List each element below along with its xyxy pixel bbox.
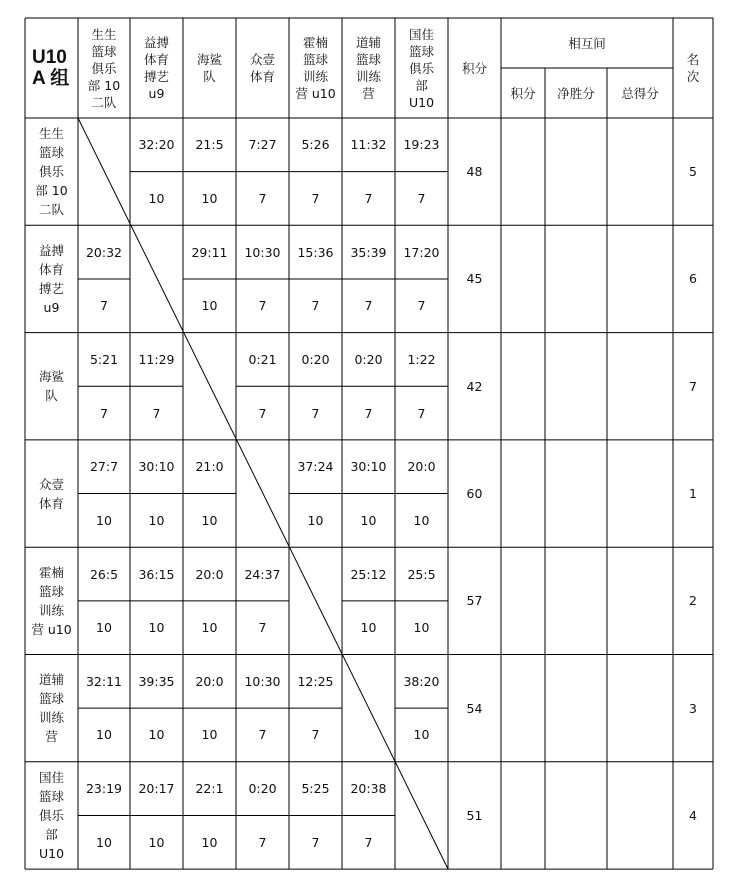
column-header-line: 生生 [91, 26, 117, 42]
match-points-value: 7 [364, 190, 373, 206]
match-score-value: 30:10 [350, 459, 387, 475]
match-score [342, 547, 395, 601]
total-points-value: 48 [466, 164, 483, 180]
match-points [342, 601, 395, 655]
row-header-line: 体育 [38, 495, 64, 511]
match-points [78, 708, 130, 762]
match-score-value: 35:39 [350, 244, 387, 260]
match-score-value: 10:30 [244, 244, 281, 260]
match-points-value: 7 [100, 405, 108, 421]
column-header-line: 霍楠 [302, 35, 328, 50]
match-points [342, 494, 395, 548]
rank-value: 5 [689, 164, 697, 180]
header-mutual-points: 积分 [510, 85, 536, 101]
match-score-value: 20:0 [407, 459, 436, 475]
total-points-value: 51 [466, 807, 483, 823]
rank-value-cell [673, 225, 713, 332]
match-score-value: 38:20 [403, 673, 440, 689]
row-header-line: 队 [45, 388, 58, 404]
match-points [342, 279, 395, 333]
match-score-value: 5:26 [301, 137, 330, 153]
column-header-team-1 [78, 18, 130, 118]
column-header-line: 营 [362, 86, 375, 101]
match-score-value: 17:20 [403, 244, 440, 260]
match-points-value: 7 [417, 298, 426, 314]
match-points [236, 386, 289, 440]
match-score [395, 333, 448, 387]
column-header-line: u9 [148, 86, 165, 101]
match-score-value: 5:25 [301, 781, 330, 797]
match-score [342, 762, 395, 816]
row-header-line: 部 10 [35, 183, 68, 199]
column-header-line: 队 [203, 69, 216, 84]
match-points-value: 7 [258, 405, 267, 421]
match-points-value: 10 [413, 620, 430, 636]
match-points-value: 7 [311, 298, 320, 314]
row-header-line: 道辅 [38, 672, 64, 688]
match-points-value: 10 [96, 620, 112, 636]
column-header-line: 海鲨 [196, 52, 222, 67]
rank-value: 4 [689, 807, 697, 823]
match-score [395, 547, 448, 601]
row-header-line: 营 [45, 729, 58, 745]
row-header-line: 体育 [38, 261, 64, 277]
match-points-value: 10 [201, 190, 218, 206]
column-header-line: 训练 [355, 69, 381, 84]
total-points [448, 762, 501, 869]
match-points [130, 386, 183, 440]
match-points-value: 7 [364, 405, 373, 421]
column-header-team-3 [183, 18, 236, 118]
match-score [130, 333, 183, 387]
match-points-value: 7 [311, 190, 320, 206]
match-points [236, 601, 289, 655]
match-points [78, 815, 130, 869]
row-header-team-5 [25, 547, 78, 654]
column-header-line: 训练 [302, 69, 328, 84]
total-points [448, 225, 501, 332]
match-score [342, 225, 395, 279]
row-header-team-2 [25, 225, 78, 332]
match-points [289, 279, 342, 333]
total-points-value: 57 [466, 593, 483, 609]
row-header-line: U10 [38, 845, 65, 861]
total-points-value: 54 [466, 700, 483, 716]
match-score-value: 25:5 [407, 566, 436, 582]
row-header-line: 搏艺 [38, 280, 64, 296]
row-header-line: 训练 [38, 602, 64, 618]
column-header-line: 道辅 [355, 35, 381, 50]
match-points-value: 10 [201, 620, 218, 636]
match-points-value: 7 [311, 405, 320, 421]
match-score [342, 333, 395, 387]
row-header-line: 益搏 [38, 242, 64, 258]
match-score [130, 547, 183, 601]
match-points [130, 172, 183, 226]
match-points [342, 386, 395, 440]
row-header-team-1 [25, 118, 78, 225]
column-header-line: 搏艺 [143, 69, 169, 84]
match-points-value: 7 [364, 834, 373, 850]
group-title-line-1: U10 [32, 47, 67, 68]
column-header-team-2 [130, 18, 183, 118]
match-points [342, 172, 395, 226]
match-score [78, 547, 130, 601]
column-header-line: 篮球 [91, 43, 117, 59]
column-header-line: 俱乐 [408, 60, 434, 76]
row-header-line: 部 [45, 826, 58, 842]
column-header-team-6 [342, 18, 395, 118]
match-points [236, 708, 289, 762]
match-points-value: 10 [413, 512, 430, 528]
match-score [78, 655, 130, 709]
column-header-line: 众壹 [249, 52, 275, 67]
row-header-line: 生生 [38, 126, 64, 142]
total-points [448, 333, 501, 440]
match-score-value: 20:38 [350, 781, 387, 797]
match-points [183, 172, 236, 226]
match-score-value: 0:21 [248, 351, 277, 367]
match-score [236, 547, 289, 601]
match-score [183, 655, 236, 709]
match-points [395, 386, 448, 440]
match-points-value: 7 [258, 834, 267, 850]
match-points [342, 815, 395, 869]
column-header-line: 部 [415, 77, 428, 93]
match-points [289, 708, 342, 762]
column-header-team-7 [395, 18, 448, 118]
column-header-line: 营 u10 [295, 86, 336, 101]
match-points-value: 10 [96, 727, 112, 743]
column-header-line: U10 [408, 94, 435, 110]
match-score-value: 21:5 [195, 137, 224, 153]
rank-value-cell [673, 333, 713, 440]
match-points [395, 279, 448, 333]
match-score-value: 32:11 [85, 673, 123, 689]
match-score [183, 762, 236, 816]
match-score [342, 440, 395, 494]
match-points [395, 172, 448, 226]
row-header-line: 俱乐 [38, 164, 64, 180]
match-score-value: 22:1 [195, 781, 224, 797]
header-points: 积分 [461, 60, 487, 76]
row-header-team-6 [25, 655, 78, 762]
match-score [130, 118, 183, 172]
match-points [183, 815, 236, 869]
column-header-team-5 [289, 18, 342, 118]
row-header-line: 篮球 [38, 583, 64, 599]
match-score-value: 11:32 [350, 137, 387, 153]
match-score [289, 333, 342, 387]
match-score-value: 19:23 [403, 137, 440, 153]
match-points [130, 708, 183, 762]
match-points-value: 7 [100, 298, 108, 314]
row-header-line: 二队 [38, 202, 64, 218]
match-points [78, 279, 130, 333]
rank-value-cell [673, 440, 713, 547]
match-score [395, 225, 448, 279]
row-header-line: 训练 [38, 710, 64, 726]
total-points-value: 60 [466, 486, 483, 502]
match-points [183, 279, 236, 333]
match-points-value: 7 [258, 620, 267, 636]
match-points [130, 601, 183, 655]
match-points [78, 601, 130, 655]
match-score-value: 0:20 [301, 351, 330, 367]
match-points-value: 10 [148, 620, 165, 636]
match-points-value: 10 [360, 512, 377, 528]
row-header-line: 众壹 [38, 476, 64, 492]
rank-value-cell [673, 655, 713, 762]
match-score [130, 762, 183, 816]
match-score [395, 440, 448, 494]
match-score [78, 225, 130, 279]
match-score-value: 7:27 [248, 137, 277, 153]
row-header-line: 篮球 [38, 145, 64, 161]
row-header-line: 国佳 [38, 769, 64, 785]
match-score-value: 39:35 [138, 673, 175, 689]
row-header-line: 海鲨 [38, 369, 64, 385]
header-rank: 名 次 [686, 52, 700, 84]
match-points-value: 10 [148, 512, 165, 528]
match-points [289, 815, 342, 869]
match-points-value: 10 [201, 727, 218, 743]
match-score-value: 0:20 [354, 351, 383, 367]
match-points-value: 7 [364, 298, 373, 314]
row-header-line: 霍楠 [38, 564, 64, 580]
match-points-value: 7 [311, 834, 320, 850]
rank-value: 7 [689, 378, 697, 394]
row-header-team-7 [25, 762, 78, 869]
match-score-value: 11:29 [138, 351, 175, 367]
match-score-value: 20:32 [85, 244, 123, 260]
group-title-line-2: A 组 [32, 68, 70, 89]
match-score-value: 10:30 [244, 673, 281, 689]
match-score-value: 25:12 [350, 566, 387, 582]
match-score [183, 225, 236, 279]
match-score-value: 21:0 [195, 459, 224, 475]
match-points-value: 10 [96, 834, 112, 850]
match-score-value: 12:25 [297, 673, 334, 689]
match-score-value: 23:19 [85, 781, 123, 797]
match-points-value: 7 [417, 190, 426, 206]
match-points-value: 7 [258, 190, 267, 206]
column-header-line: 益搏 [143, 35, 169, 50]
match-points-value: 10 [96, 512, 112, 528]
match-points [289, 494, 342, 548]
rank-value-cell [673, 547, 713, 654]
match-points-value: 10 [148, 190, 165, 206]
match-score [289, 440, 342, 494]
column-header-line: 篮球 [408, 43, 434, 59]
total-points [448, 440, 501, 547]
match-score [289, 118, 342, 172]
match-score-value: 1:22 [407, 351, 436, 367]
column-header-line: 部 10 [87, 77, 121, 93]
match-points-value: 7 [311, 727, 320, 743]
rank-value: 2 [689, 593, 697, 609]
column-header-line: 俱乐 [91, 60, 117, 76]
row-header-line: 营 u10 [31, 621, 72, 637]
match-score-value: 15:36 [297, 244, 334, 260]
match-points [130, 494, 183, 548]
match-points [78, 494, 130, 548]
column-header-line: 二队 [91, 94, 117, 110]
match-points [236, 815, 289, 869]
match-score-value: 30:10 [138, 459, 175, 475]
match-score-value: 32:20 [138, 137, 175, 153]
match-points [395, 708, 448, 762]
total-points-value: 42 [466, 378, 483, 394]
match-points-value: 10 [307, 512, 324, 528]
match-points-value: 10 [201, 512, 218, 528]
match-score [78, 333, 130, 387]
row-header-line: 俱乐 [38, 807, 64, 823]
rank-value-cell [673, 762, 713, 869]
match-score-value: 29:11 [191, 244, 228, 260]
column-header-line: 体育 [143, 52, 169, 67]
header-mutual-net: 净胜分 [557, 85, 595, 101]
match-score [395, 118, 448, 172]
match-score-value: 37:24 [297, 459, 334, 475]
row-header-line: u9 [43, 299, 60, 315]
match-score [395, 655, 448, 709]
total-points [448, 118, 501, 225]
match-score-value: 27:7 [89, 459, 119, 475]
match-score-value: 26:5 [89, 566, 119, 582]
match-points-value: 10 [201, 834, 218, 850]
match-points [236, 172, 289, 226]
total-points-value: 45 [466, 271, 483, 287]
total-points [448, 655, 501, 762]
match-score [289, 655, 342, 709]
match-points [395, 601, 448, 655]
match-score-value: 36:15 [138, 566, 175, 582]
match-score [78, 440, 130, 494]
row-header-line: 篮球 [38, 691, 64, 707]
match-points-value: 7 [258, 727, 267, 743]
rank-value: 6 [689, 271, 697, 287]
match-points-value: 7 [258, 298, 267, 314]
total-points [448, 547, 501, 654]
column-header-line: 篮球 [355, 52, 381, 67]
match-points-value: 10 [360, 620, 377, 636]
column-header-team-4 [236, 18, 289, 118]
match-score [130, 655, 183, 709]
rank-value: 3 [689, 700, 697, 716]
match-points [183, 494, 236, 548]
match-score [183, 547, 236, 601]
match-score [78, 762, 130, 816]
match-score [236, 333, 289, 387]
match-score-value: 0:20 [248, 781, 277, 797]
match-score [289, 225, 342, 279]
match-points-value: 7 [152, 405, 161, 421]
match-score [289, 762, 342, 816]
match-points [395, 494, 448, 548]
match-points [78, 386, 130, 440]
match-score [342, 118, 395, 172]
column-header-line: 国佳 [408, 26, 434, 42]
match-points-value: 7 [417, 405, 426, 421]
rank-value: 1 [689, 486, 697, 502]
match-score [236, 762, 289, 816]
match-points [289, 172, 342, 226]
match-points [236, 279, 289, 333]
column-header-line: 体育 [249, 69, 275, 84]
match-points-value: 10 [413, 727, 430, 743]
match-score-value: 5:21 [89, 351, 119, 367]
match-points [183, 708, 236, 762]
match-score-value: 24:37 [244, 566, 281, 582]
match-points-value: 10 [148, 727, 165, 743]
header-mutual: 相互间 [568, 35, 606, 51]
header-mutual-total: 总得分 [621, 85, 659, 101]
group-title [25, 18, 78, 118]
match-score [236, 225, 289, 279]
match-score [183, 118, 236, 172]
match-score [130, 440, 183, 494]
match-points [130, 815, 183, 869]
row-header-line: 篮球 [38, 788, 64, 804]
match-score [183, 440, 236, 494]
row-header-team-4 [25, 440, 78, 547]
match-score [236, 655, 289, 709]
match-points-value: 10 [201, 298, 218, 314]
column-header-line: 篮球 [302, 52, 328, 67]
match-points [289, 386, 342, 440]
row-header-team-3 [25, 333, 78, 440]
match-score-value: 20:0 [195, 566, 224, 582]
match-score-value: 20:0 [195, 673, 224, 689]
rank-value-cell [673, 118, 713, 225]
match-score [236, 118, 289, 172]
match-points [183, 601, 236, 655]
match-score-value: 20:17 [138, 781, 175, 797]
match-points-value: 10 [148, 834, 165, 850]
